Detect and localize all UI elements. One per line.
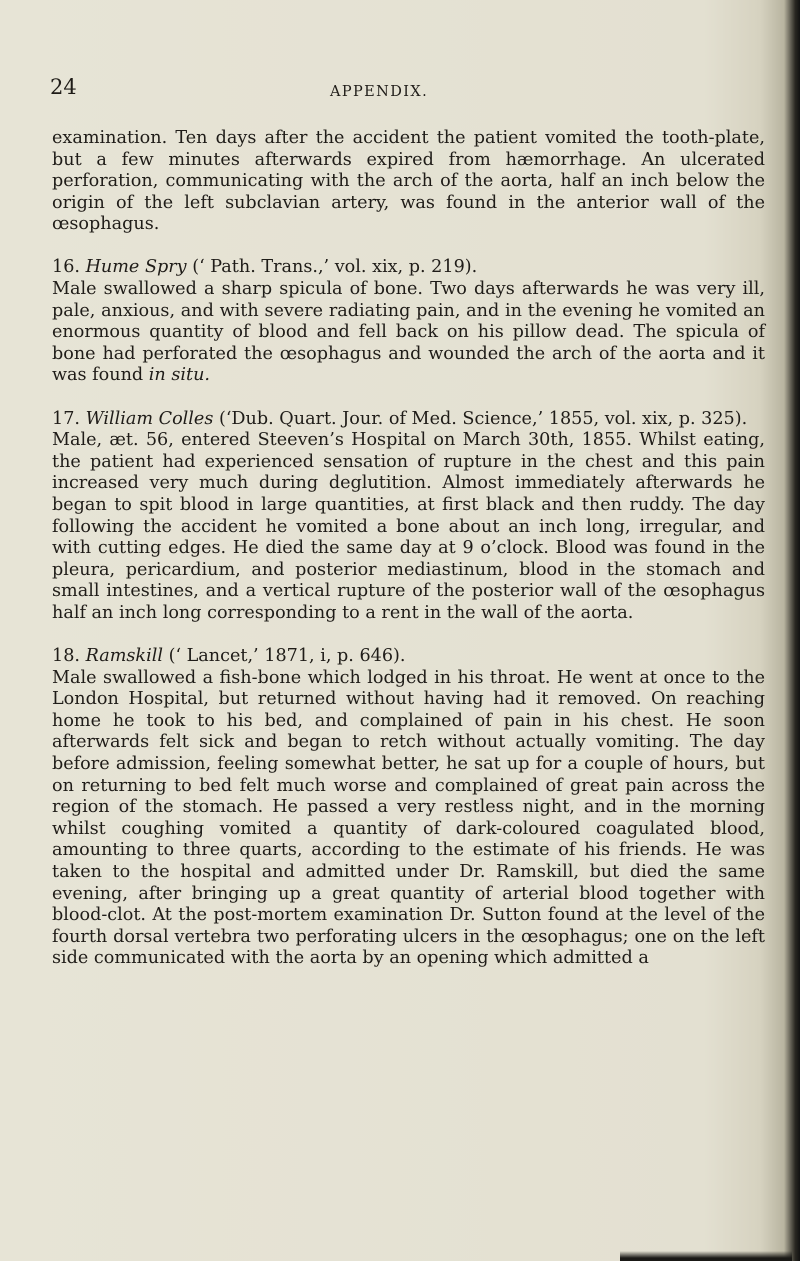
page-number: 24 — [50, 75, 77, 99]
case-16-citation — [52, 257, 765, 279]
running-title: APPENDIX. — [330, 84, 429, 100]
case-18-citation — [52, 646, 765, 668]
intro-paragraph: examination. Ten days after the accident the patient vomited the tooth-plate, but a few minutes afterwards expired from hæmorrhage. An ulcerated perforation, communicating with the arch of the aorta, half an inch below the origin of the left subclavian artery, was found in the anterior wall of the œsophagus. — [52, 128, 765, 235]
case-18-source: (‘ Lancet,’ 1871, i, p. 646). — [168, 645, 406, 666]
case-16-author: Hume Spry — [85, 257, 187, 278]
case-16-number: 16. — [52, 257, 80, 278]
case-17-citation — [52, 409, 765, 431]
case-17-author: William Colles — [85, 408, 214, 429]
case-16-source: (‘ Path. Trans.,’ vol. xix, p. 219). — [192, 257, 478, 278]
case-17-source: (‘Dub. Quart. Jour. of Med. Science,’ 1855, vol. xix, p. 325). — [218, 408, 748, 429]
case-18-number: 18. — [52, 645, 80, 666]
page-bottom-edge — [620, 1251, 792, 1261]
page-header — [0, 74, 760, 104]
case-18-text: Male swallowed a fish-bone which lodged in his throat. He went at once to the London Hospital, but returned without having had it removed. On reaching home he took to his bed, and complained of pain in his chest. He soon afterwards felt sick and began to retch without actually vomiting. The day before admission, feeling somewhat better, he sat up for a couple of hours, but on returning to bed felt much worse and complained of great pain across the region of the stomach. He passed a very restless night, and in the morning whilst coughing vomited a quantity of dark-coloured coagulated blood, amounting to three quarts, according to the estimate of his friends. He was taken to the hospital and admitted under Dr. Ramskill, but died the same evening, after bringing up a great quantity of arterial blood together with blood-clot. At the post-mortem examination Dr. Sutton found at the level of the fourth dorsal vertebra two perforating ulcers in the œsophagus; one on the left side communicated with the aorta by an opening which admitted a — [52, 667, 765, 969]
case-17-number: 17. — [52, 408, 80, 429]
case-16-text: Male swallowed a sharp spicula of bone. Two days afterwards he was very ill, pale, anxious, and with severe radiating pain, and in the evening he vomited an enormous quantity of blood and fell back on his pillow dead. The spicula of bone had perforated the œsophagus and wounded the arch of the aorta and it was found in situ. — [52, 279, 765, 386]
body-text — [52, 128, 765, 970]
case-17-text: Male, æt. 56, entered Steeven’s Hospital on March 30th, 1855. Whilst eating, the patient had experienced sensation of rupture in the chest and this pain increased very much during deglutition. Almost immediately afterwards he began to spit blood in large quantities, at first black and then ruddy. The day following the accident he vomited a bone about an inch long, irregular, and with cutting edges. He died the same day at 9 o’clock. Blood was found in the pleura, pericardium, and posterior mediastinum, blood in the stomach and small intestines, and a vertical rupture of the posterior wall of the œsophagus half an inch long corresponding to a rent in the wall of the aorta. — [52, 430, 765, 623]
in-situ-phrase: in situ. — [148, 365, 210, 386]
case-18-author: Ramskill — [85, 645, 163, 666]
